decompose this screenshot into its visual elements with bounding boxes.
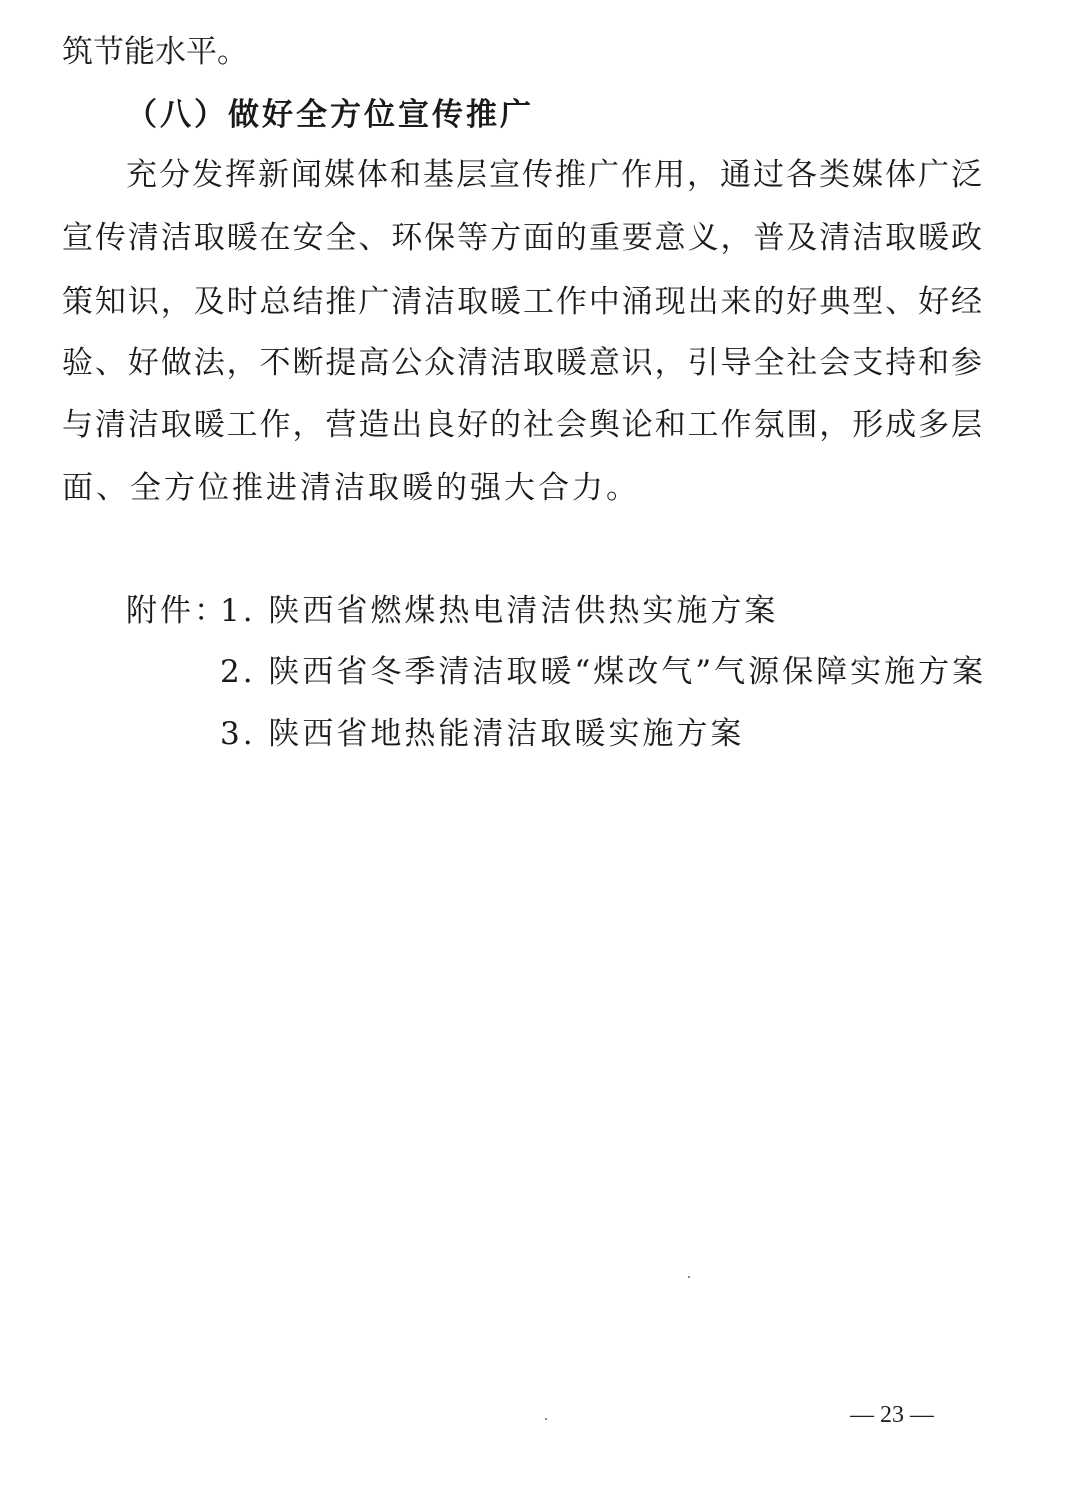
attachments-label: 附件： (126, 593, 228, 629)
attachment-item: 1. 陕西省燃煤热电清洁供热实施方案 (220, 593, 779, 629)
page-number: — 23 — (850, 1402, 934, 1428)
paragraph-line: 策知识，及时总结推广清洁取暖工作中涌现出来的好典型、好经 (62, 284, 982, 320)
scan-speck (688, 1276, 690, 1278)
paragraph-continuation-line: 筑节能水平。 (62, 34, 248, 70)
section-heading: （八）做好全方位宣传推广 (126, 97, 534, 133)
scan-speck (545, 1418, 547, 1420)
attachment-item: 3. 陕西省地热能清洁取暖实施方案 (220, 716, 745, 752)
paragraph-line: 充分发挥新闻媒体和基层宣传推广作用，通过各类媒体广泛 (126, 157, 982, 193)
paragraph-line: 验、好做法，不断提高公众清洁取暖意识，引导全社会支持和参 (62, 345, 982, 381)
attachment-item: 2. 陕西省冬季清洁取暖“煤改气”气源保障实施方案 (220, 654, 987, 690)
paragraph-line: 宣传清洁取暖在安全、环保等方面的重要意义，普及清洁取暖政 (62, 220, 982, 256)
paragraph-line: 与清洁取暖工作，营造出良好的社会舆论和工作氛围，形成多层 (62, 407, 982, 443)
paragraph-last-line: 面、全方位推进清洁取暖的强大合力。 (62, 470, 640, 506)
